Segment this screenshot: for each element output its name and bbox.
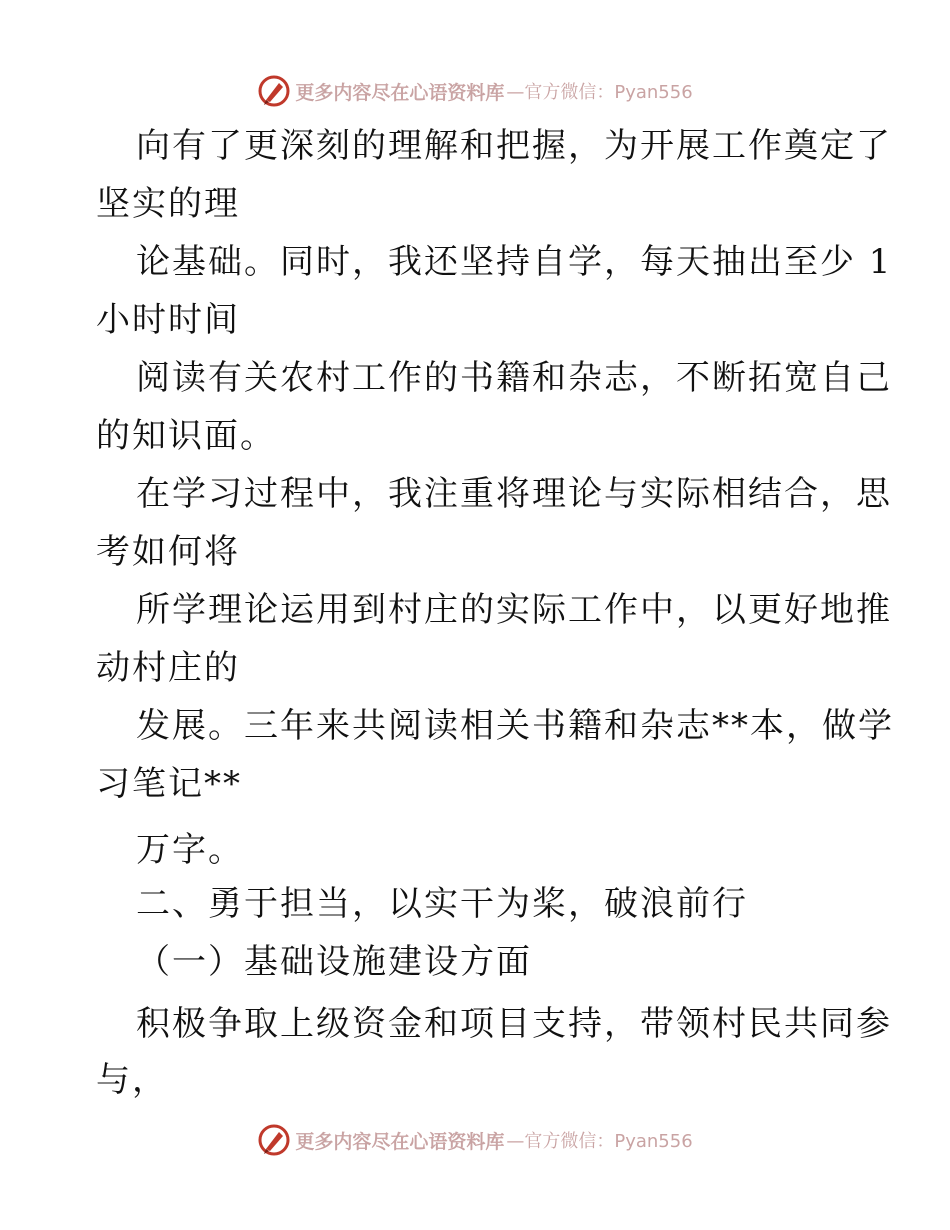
text-line: 所学理论运用到村庄的实际工作中，以更好地推	[136, 590, 892, 630]
text-line: 坚实的理	[96, 184, 240, 224]
text-line: 向有了更深刻的理解和把握，为开展工作奠定了	[136, 126, 892, 166]
text-line: 阅读有关农村工作的书籍和杂志，不断拓宽自己	[136, 358, 892, 398]
text-line: 积极争取上级资金和项目支持，带领村民共同参	[136, 1004, 892, 1044]
text-line: 习笔记**	[96, 764, 242, 804]
watermark-main-text: 更多内容尽在心语资料库	[295, 1130, 505, 1153]
pen-logo-icon	[257, 1123, 291, 1157]
subsection-heading: （一）基础设施建设方面	[136, 942, 532, 982]
text-line: 发展。三年来共阅读相关书籍和杂志**本，做学	[136, 706, 894, 746]
text-line: 考如何将	[96, 532, 240, 572]
watermark-main-text: 更多内容尽在心语资料库	[295, 81, 505, 104]
text-line: 与，	[96, 1060, 168, 1100]
text-line: 小时时间	[96, 300, 240, 340]
watermark-sub-text: —官方微信：Pyan556	[506, 1131, 693, 1152]
watermark-sub-text: —官方微信：Pyan556	[506, 82, 693, 103]
text-line: 在学习过程中，我注重将理论与实际相结合，思	[136, 474, 892, 514]
text-line: 的知识面。	[96, 416, 276, 456]
text-line: 万字。	[136, 830, 244, 870]
footer-watermark	[0, 1120, 950, 1160]
text-line: 论基础。同时，我还坚持自学，每天抽出至少 1	[136, 242, 893, 282]
section-heading: 二、勇于担当，以实干为桨，破浪前行	[136, 884, 748, 924]
text-line: 动村庄的	[96, 648, 240, 688]
